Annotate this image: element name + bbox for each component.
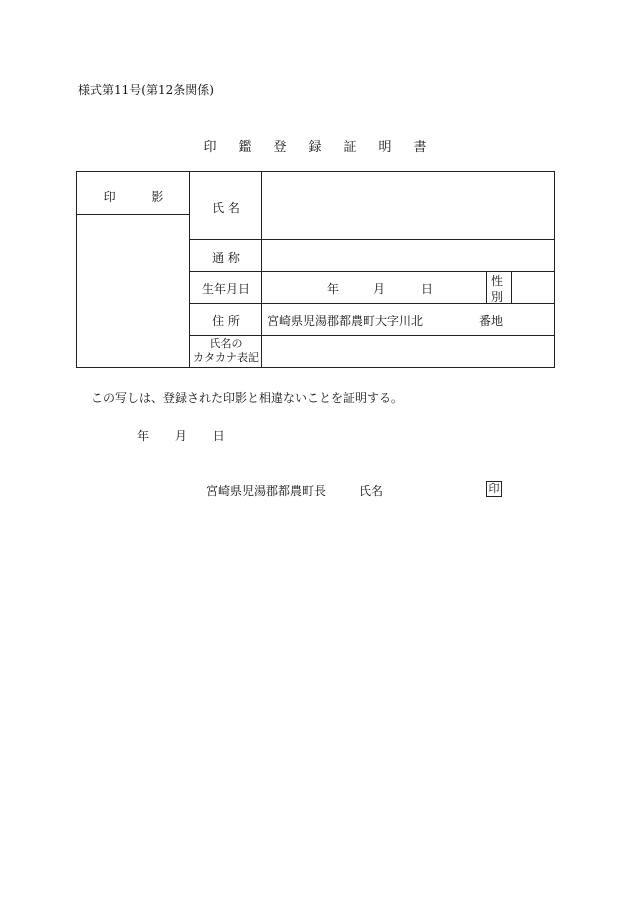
kana-label-bottom: カタカナ表記 — [193, 351, 259, 364]
divider-gender-right — [511, 271, 512, 303]
name-label: 氏 名 — [212, 201, 240, 215]
document-title: 印鑑登録証明書 — [203, 140, 449, 155]
birth-day-label: 日 — [421, 282, 434, 296]
divider-row-address — [189, 335, 554, 336]
issue-day-label: 日 — [212, 429, 225, 443]
issue-month-label: 月 — [174, 429, 187, 443]
official-seal-mark: 印 — [486, 481, 502, 497]
address-label: 住 所 — [212, 314, 240, 328]
birthdate-label: 生年月日 — [201, 282, 250, 296]
certification-statement: この写しは、登録された印影と相違ないことを証明する。 — [91, 391, 404, 405]
gender-label-top: 性 — [491, 274, 504, 288]
birth-year-label: 年 — [327, 282, 340, 296]
registration-table — [76, 171, 555, 368]
mayor-title: 宮崎県児湯郡都農町長 — [206, 484, 327, 498]
issue-date — [137, 427, 247, 444]
divider-gender-left — [486, 271, 487, 303]
address-value: 宮崎県児湯郡都農町大字川北 — [267, 314, 424, 328]
birth-month-label: 月 — [373, 282, 386, 296]
address-lot-label: 番地 — [479, 314, 504, 328]
mayor-name-label: 氏名 — [359, 484, 384, 498]
divider-seal-header — [77, 214, 189, 215]
alias-label: 通 称 — [212, 251, 240, 265]
seal-impression-label: 印 影 — [103, 190, 180, 204]
form-number: 様式第11号(第12条関係) — [78, 83, 214, 97]
gender-label-bottom: 別 — [491, 290, 504, 304]
kana-label-top: 氏名の — [209, 337, 243, 350]
divider-row-name — [189, 239, 554, 240]
issue-year-label: 年 — [137, 429, 150, 443]
